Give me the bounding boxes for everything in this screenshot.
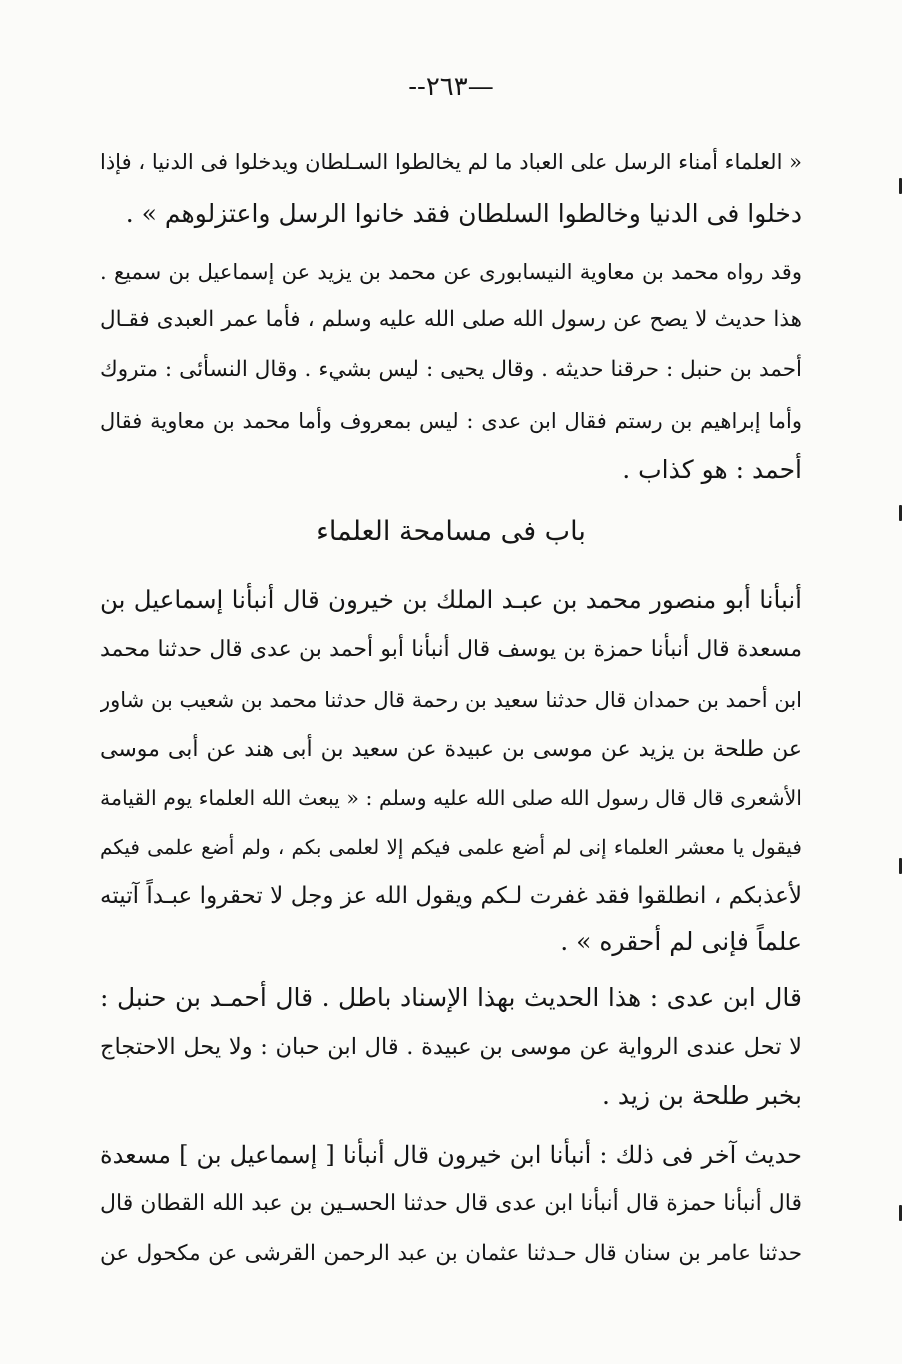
text-line: قال أنبأنا حمزة قال أنبأنا ابن عدى قال حدثنا الحسـين بن عبد الله القطان قال	[100, 1191, 802, 1216]
text-line: ابن أحمد بن حمدان قال حدثنا سعيد بن رحمة قال حدثنا محمد بن شعيب بن شاور	[100, 688, 802, 712]
page-number: —٢٦٣--	[408, 72, 494, 102]
text-line: مسعدة قال أنبأنا حمزة بن يوسف قال أنبأنا أبو أحمد بن عدى قال حدثنا محمد	[100, 637, 802, 662]
section-heading: باب فى مسامحة العلماء	[316, 516, 586, 547]
text-line: الأشعرى قال قال رسول الله صلى الله عليه وسلم : « يبعث الله العلماء يوم القيامة	[100, 786, 802, 810]
text-line: لا تحل عندى الرواية عن موسى بن عبيدة . قال ابن حبان : ولا يحل الاحتجاج	[100, 1034, 802, 1060]
text-line: هذا حديث لا يصح عن رسول الله صلى الله عليه وسلم ، فأما عمر العبدى فقـال	[100, 307, 802, 332]
text-line: أحمد بن حنبل : حرقنا حديثه . وقال يحيى : ليس بشيء . وقال النسأئى : متروك	[100, 357, 802, 382]
text-line: عن طلحة بن يزيد عن موسى بن عبيدة عن سعيد بن أبى هند عن أبى موسى	[100, 737, 802, 762]
text-line: فيقول يا معشر العلماء إنى لم أضع علمى فيكم إلا لعلمى بكم ، ولم أضع علمى فيكم	[100, 835, 802, 859]
text-line: وقد رواه محمد بن معاوية النيسابورى عن محمد بن يزيد عن إسماعيل بن سميع .	[100, 260, 802, 284]
text-line: لأعذبكم ، انطلقوا فقد غفرت لـكم ويقول الله عز وجل لا تحقروا عبـداً آتيته	[100, 883, 802, 909]
text-line: حديث آخر فى ذلك : أنبأنا ابن خيرون قال أنبأنا [ إسماعيل بن ] مسعدة	[100, 1141, 802, 1169]
text-line: بخبر طلحة بن زيد .	[601, 1081, 802, 1110]
text-line: قال ابن عدى : هذا الحديث بهذا الإسناد باطل . قال أحمـد بن حنبل :	[100, 983, 802, 1012]
text-line: أنبأنا أبو منصور محمد بن عبـد الملك بن خيرون قال أنبأنا إسماعيل بن	[100, 585, 802, 614]
text-line: وأما إبراهيم بن رستم فقال ابن عدى : ليس بمعروف وأما محمد بن معاوية فقال	[100, 409, 802, 433]
text-line: « العلماء أمناء الرسل على العباد ما لم يخالطوا السـلطان ويدخلوا فى الدنيا ، فإذا	[100, 150, 802, 174]
text-line: دخلوا فى الدنيا وخالطوا السلطان فقد خانوا الرسل واعتزلوهم » .	[125, 199, 802, 228]
text-line: علماً فإنى لم أحقره » .	[560, 927, 802, 956]
text-line: حدثنا عامر بن سنان قال حـدثنا عثمان بن عبد الرحمن القرشى عن مكحول عن	[100, 1241, 802, 1266]
text-line: أحمد : هو كذاب .	[622, 455, 802, 484]
